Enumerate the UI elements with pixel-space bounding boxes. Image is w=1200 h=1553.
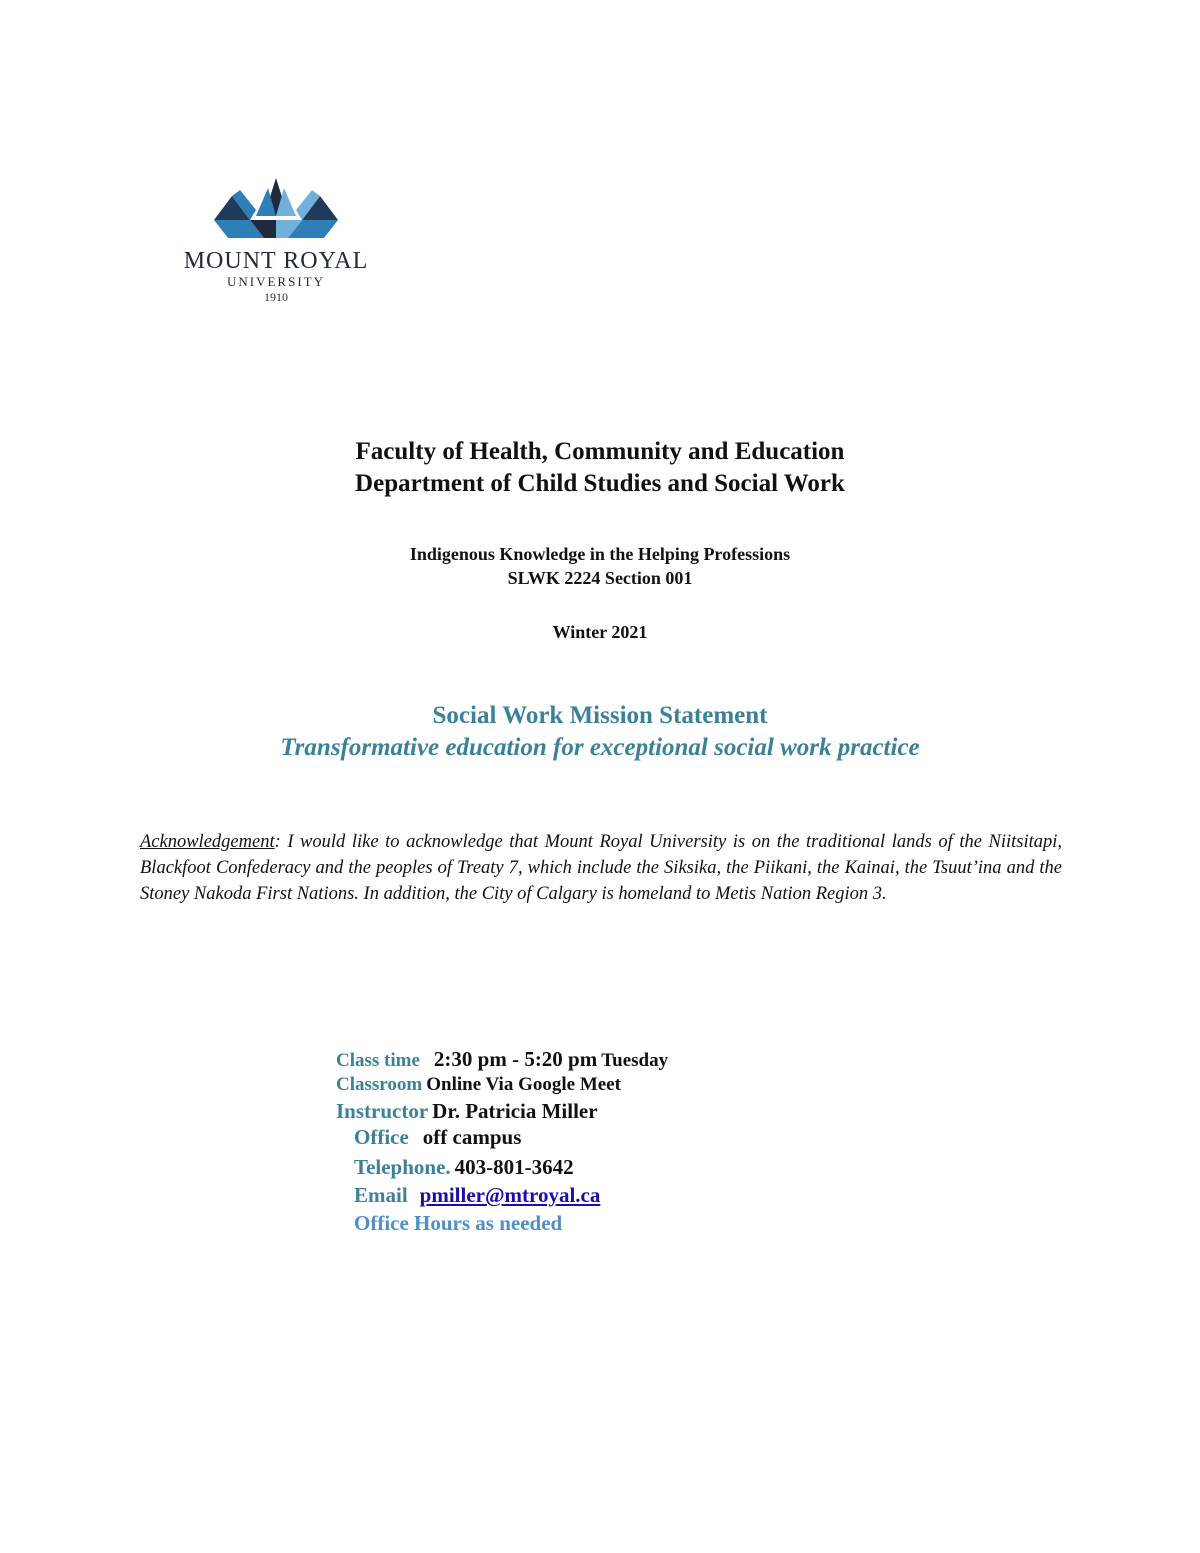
faculty-name: Faculty of Health, Community and Education (355, 438, 845, 465)
email-link[interactable]: pmiller@mtroyal.ca (419, 1183, 601, 1207)
office-hours-row (336, 1210, 856, 1236)
classroom-label: Classroom (336, 1074, 423, 1095)
course-heading (0, 542, 1200, 590)
mission-title: Social Work Mission Statement (432, 702, 768, 729)
email-label: Email (354, 1183, 408, 1207)
mountain-logo-icon (178, 176, 374, 246)
class-time-label: Class time (336, 1050, 420, 1071)
logo-year: 1910 (264, 290, 288, 304)
telephone-row (336, 1154, 856, 1180)
class-time-value: 2:30 pm - 5:20 pm (433, 1047, 598, 1071)
office-hours: Office Hours as needed (354, 1211, 563, 1235)
classroom-row (336, 1072, 856, 1098)
acknowledgement-text: : I would like to acknowledge that Mount Royal University is on the traditional lands of the Niitsitapi, Blackfoot Confederacy and the peoples of Treaty 7, which include the Siksika, the Piikani, the Kainai, the Tsuut’ina and the Stoney Nakoda First Nations. In addition, the City of Calgary is homeland to Metis Nation Region 3. (140, 832, 1062, 904)
land-acknowledgement (140, 829, 1062, 907)
office-label: Office (354, 1125, 409, 1149)
faculty-heading (0, 436, 1200, 500)
class-time-row (336, 1046, 856, 1072)
office-value: off campus (422, 1125, 522, 1149)
course-info-block (336, 1046, 856, 1236)
course-term: Winter 2021 (552, 622, 648, 642)
classroom-value: Online Via Google Meet (426, 1074, 621, 1095)
university-logo (178, 176, 374, 306)
instructor-row (336, 1098, 856, 1124)
class-day: Tuesday (601, 1050, 669, 1071)
instructor-label: Instructor (336, 1099, 429, 1123)
mission-tagline: Transformative education for exceptional social work practice (280, 734, 920, 761)
office-row (336, 1124, 856, 1150)
instructor-value: Dr. Patricia Miller (432, 1099, 598, 1123)
logo-name: MOUNT ROYAL (183, 248, 369, 274)
course-code: SLWK 2224 Section 001 (507, 568, 693, 588)
email-row (336, 1182, 856, 1208)
telephone-label: Telephone. (354, 1155, 451, 1179)
telephone-value: 403-801-3642 (454, 1155, 574, 1179)
course-title: Indigenous Knowledge in the Helping Professions (409, 544, 791, 564)
logo-subtitle: UNIVERSITY (227, 274, 325, 289)
department-name: Department of Child Studies and Social Work (355, 470, 845, 497)
acknowledgement-label: Acknowledgement (140, 832, 275, 852)
